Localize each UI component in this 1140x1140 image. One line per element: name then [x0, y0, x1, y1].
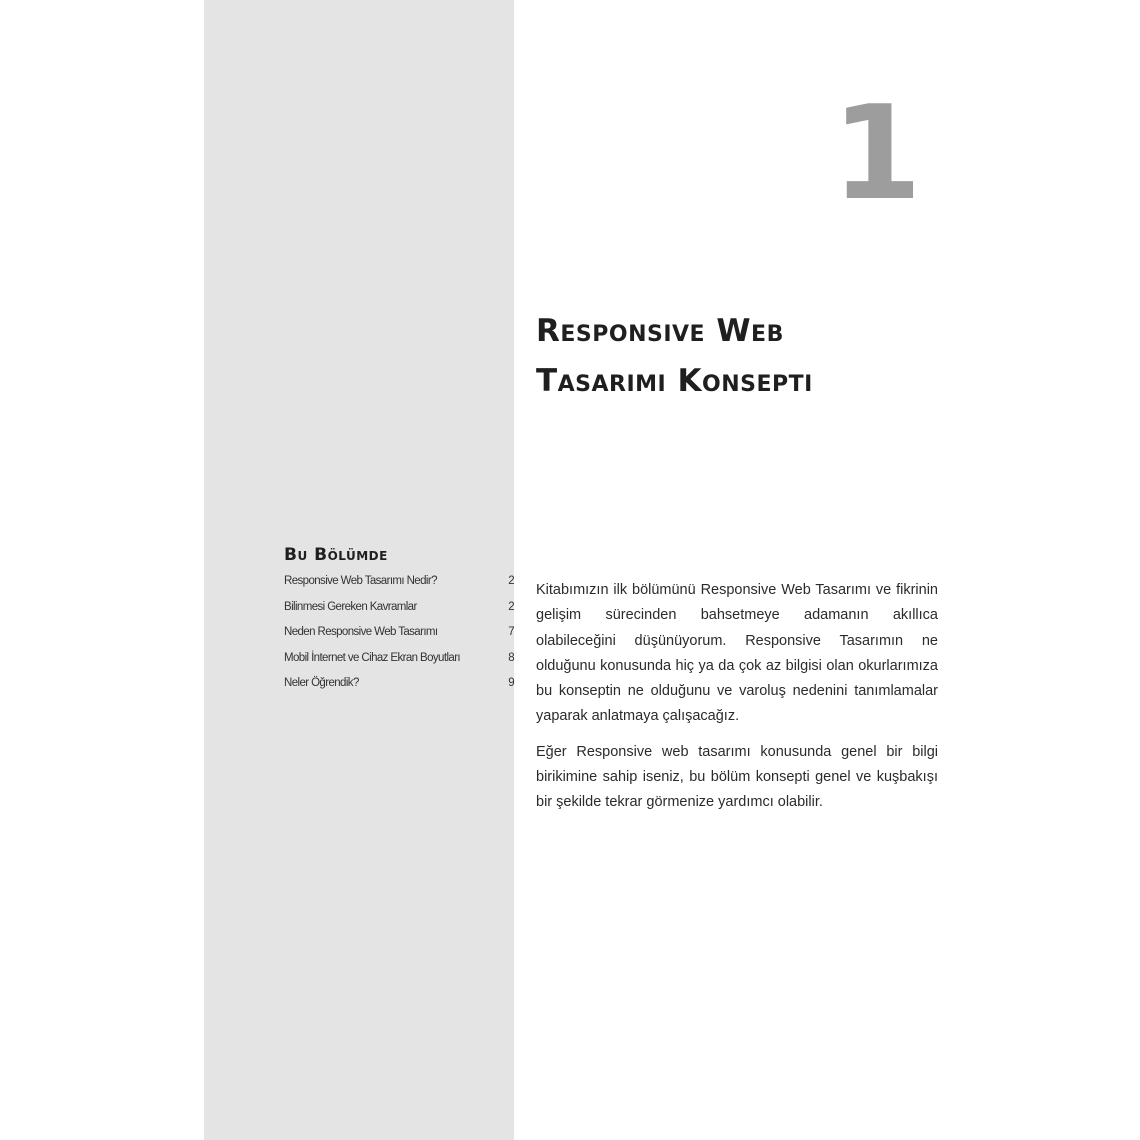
toc-item[interactable]	[284, 626, 514, 652]
toc-item[interactable]	[284, 601, 514, 627]
toc-item-label: Neden Responsive Web Tasarımı	[284, 626, 438, 638]
toc-item-label: Neler Öğrendik?	[284, 677, 359, 689]
chapter-title	[536, 306, 936, 406]
toc-item-label: Bilinmesi Gereken Kavramlar	[284, 600, 417, 613]
toc-item-label: Responsive Web Tasarımı Nedir?	[284, 575, 437, 587]
toc-item[interactable]	[284, 575, 514, 601]
chapter-intro-text	[536, 578, 938, 826]
chapter-title-line-1: Responsive Web	[536, 313, 784, 349]
intro-paragraph: Eğer Responsive web tasarımı konusunda genel bir bilgi birikimine sahip iseniz, bu bölüm konsepti genel ve kuşbakışı bir şekilde tekrar görmenize yardımcı olabilir.	[536, 743, 938, 811]
chapter-title-line-2: Tasarımı Konsepti	[536, 363, 813, 399]
toc-item[interactable]	[284, 652, 514, 678]
toc-item-page: 2	[508, 575, 514, 587]
toc-list	[284, 575, 514, 703]
intro-paragraph: Kitabımızın ilk bölümünü Responsive Web Tasarımı ve fikrinin gelişim sürecinden bahsetmeye adamanın akıllıca olabileceğini düşünüyorum. Responsive Tasarımın ne olduğunu konusunda hiç ya da çok az bilgisi olan okurlarımıza bu konseptin ne olduğunu ve varoluş nedenini tanımlamalar yaparak anlatmaya çalışacağız.	[536, 582, 938, 725]
toc-heading: Bu Bölümde	[284, 545, 388, 565]
toc-item-page: 7	[508, 626, 514, 638]
chapter-contents	[284, 545, 514, 703]
toc-item[interactable]	[284, 677, 514, 703]
toc-item-page: 2	[508, 600, 514, 613]
toc-item-page: 8	[508, 651, 514, 664]
toc-item-page: 9	[508, 677, 514, 689]
toc-item-label: Mobil İnternet ve Cihaz Ekran Boyutları	[284, 651, 461, 664]
chapter-number: 1	[831, 77, 920, 229]
